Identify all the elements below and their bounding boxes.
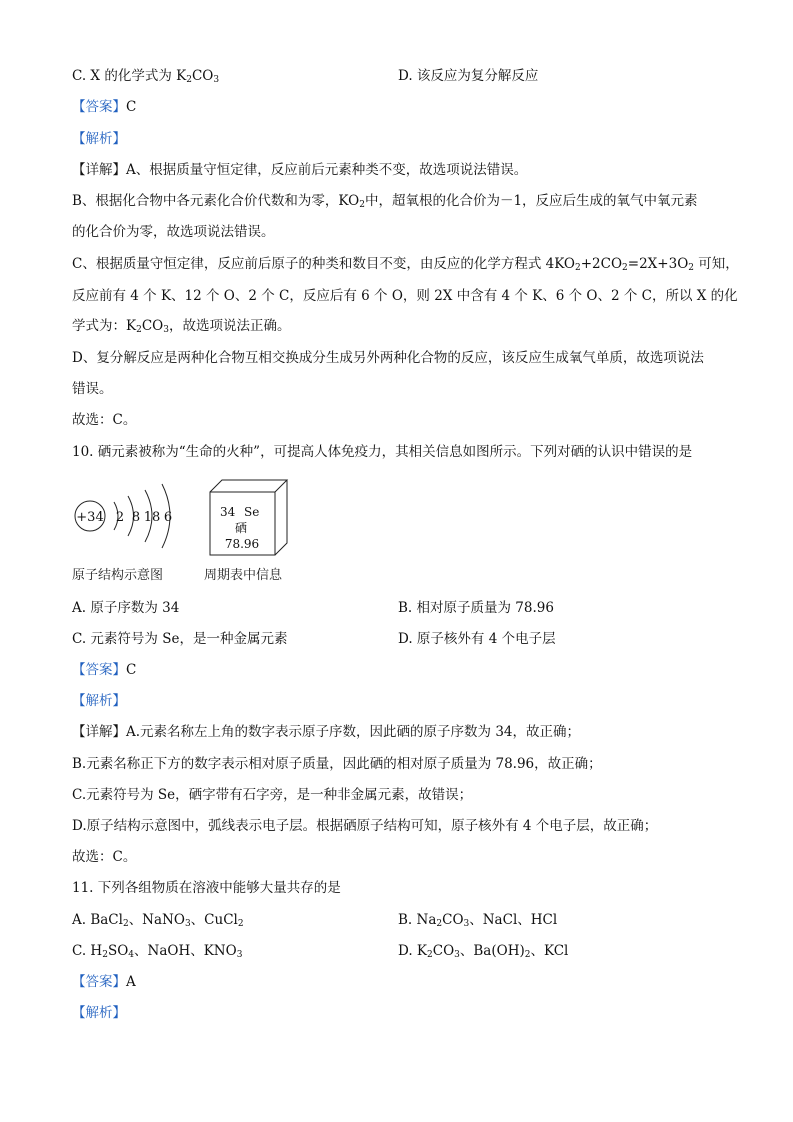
element-symbol: Se [244, 505, 260, 519]
shell-count-2: 8 [131, 510, 141, 525]
shell-count-3: 18 [143, 510, 161, 525]
q11-option-b: B. $Na_2CO_3$、NaCl、HCl [398, 912, 558, 929]
atom-caption: 原子结构示意图 [72, 568, 164, 583]
q10-option-c: C. 元素符号为 Se，是一种金属元素 [72, 631, 288, 647]
q11-option-d: D. $K_2CO_3$、$Ba(OH)_2$、KCl [398, 943, 569, 960]
q11-analysis-tag: 【解析】 [72, 1005, 126, 1021]
q9-analysis-tag: 【解析】 [72, 131, 126, 147]
q9-detail-b-1: B、根据化合物中各元素化合价代数和为零，$KO_2$中，超氧根的化合价为－1，反应后生成的氧气中氧元素 [72, 193, 698, 210]
q9-detail-d-1: D、复分解反应是两种化合物互相交换成分生成另外两种化合物的反应，该反应生成氧气单质，故选项说法 [72, 350, 704, 366]
q10-option-d: D. 原子核外有 4 个电子层 [398, 631, 556, 647]
element-name: 硒 [234, 521, 248, 535]
q11-stem: 11. 下列各组物质在溶液中能够大量共存的是 [72, 880, 341, 896]
q9-detail-c-1: C、根据质量守恒定律，反应前后原子的种类和数目不变，由反应的化学方程式 $4KO_2+2CO_2=2X+3O_2$ 可知， [72, 256, 739, 273]
q9-detail-d-2: 错误。 [72, 381, 113, 397]
q10-option-b: B. 相对原子质量为 78.96 [398, 600, 554, 616]
nucleus-charge: +34 [76, 510, 104, 525]
element-card [210, 480, 287, 555]
q10-answer: 【答案】C [72, 662, 137, 678]
q10-detail-d: D.原子结构示意图中，弧线表示电子层。根据硒原子结构可知，原子核外有 4 个电子层，故正确； [72, 818, 658, 834]
q9-option-d: D. 该反应为复分解反应 [398, 68, 539, 84]
q9-answer: 【答案】C [72, 99, 137, 115]
q9-detail-a: 【详解】A、根据质量守恒定律，反应前后元素种类不变，故选项说法错误。 [72, 162, 528, 178]
shell-count-1: 2 [115, 510, 125, 525]
q9-detail-c-2: 反应前有 4 个 K、12 个 O、2 个 C，反应后有 6 个 O，则 2X 中含有 4 个 K、6 个 O、2 个 C，所以 X 的化 [72, 288, 738, 304]
q10-stem: 10. 硒元素被称为“生命的火种”，可提高人体免疫力，其相关信息如图所示。下列对硒的认识中错误的是 [72, 444, 693, 460]
shell-count-4: 6 [163, 510, 173, 525]
q10-analysis-tag: 【解析】 [72, 693, 126, 709]
q10-detail-c: C.元素符号为 Se，硒字带有石字旁，是一种非金属元素，故错误； [72, 787, 473, 803]
q11-option-a: A. BaCl$_2$、NaNO$_3$、CuCl$_2$ [72, 912, 244, 929]
q10-conclusion: 故选：C。 [72, 849, 137, 865]
q10-option-a: A. 原子序数为 34 [72, 600, 180, 616]
q10-detail-a: 【详解】A.元素名称左上角的数字表示原子序数，因此硒的原子序数为 34，故正确； [72, 724, 581, 740]
q9-option-c: C. X 的化学式为 $K_2CO_3$ [72, 68, 220, 85]
element-mass: 78.96 [224, 537, 260, 551]
q10-detail-b: B.元素名称正下方的数字表示相对原子质量，因此硒的相对原子质量为 78.96，故正确； [72, 756, 602, 772]
element-number: 34 [220, 505, 236, 519]
q9-detail-b-2: 的化合价为零，故选项说法错误。 [72, 224, 275, 240]
q11-answer: 【答案】A [72, 974, 136, 990]
answer-tag: 【答案】 [72, 99, 126, 115]
q11-option-c: C. $H_2SO_4$、NaOH、$KNO_3$ [72, 943, 243, 960]
card-caption: 周期表中信息 [204, 568, 283, 583]
q9-detail-c-3: 学式为：$K_2CO_3$，故选项说法正确。 [72, 318, 291, 335]
q9-conclusion: 故选：C。 [72, 412, 137, 428]
